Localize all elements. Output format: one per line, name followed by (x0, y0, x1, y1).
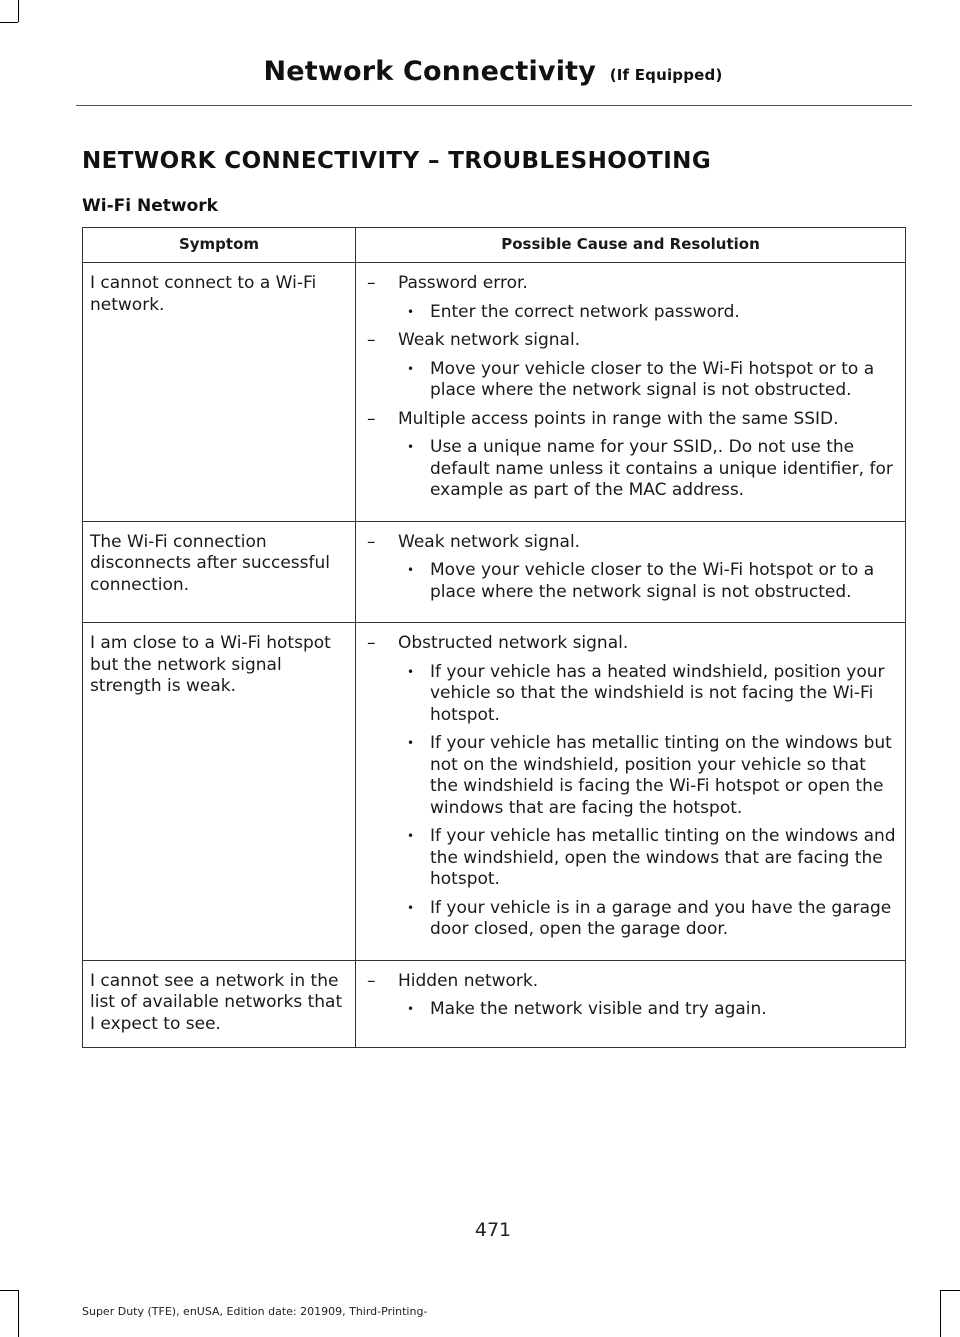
cause-item: – Hidden network. (367, 971, 899, 993)
symptom-cell: I cannot connect to a Wi-Fi network. (83, 263, 356, 522)
header-divider (76, 105, 912, 106)
crop-mark (0, 1290, 18, 1291)
subsection-title: Wi-Fi Network (82, 196, 218, 216)
table-row (83, 263, 906, 522)
resolution-cell (356, 623, 906, 961)
crop-mark (940, 1290, 941, 1337)
crop-mark (941, 1290, 960, 1291)
page-number: 471 (474, 1219, 512, 1241)
fix-item: • Use a unique name for your SSID,. Do not use the default name unless it contains a unique identifier, for example as part of the MAC address. (367, 437, 899, 502)
symptom-cell: The Wi-Fi connection disconnects after successful connection. (83, 521, 356, 623)
fix-item: • If your vehicle has a heated windshield, position your vehicle so that the windshield is not facing the Wi-Fi hotspot. (367, 662, 899, 727)
crop-mark (0, 22, 18, 23)
section-title: NETWORK CONNECTIVITY – TROUBLESHOOTING (82, 148, 712, 174)
crop-mark (18, 1290, 19, 1337)
fix-item: • If your vehicle is in a garage and you have the garage door closed, open the garage door. (367, 898, 899, 941)
resolution-cell (356, 521, 906, 623)
header-title: Network Connectivity (263, 56, 597, 87)
resolution-cell (356, 263, 906, 522)
resolution-cell (356, 960, 906, 1048)
page-header (0, 56, 960, 87)
table-row (83, 623, 906, 961)
fix-item: • Enter the correct network password. (367, 302, 899, 324)
header-qualifier: (If Equipped) (609, 66, 723, 84)
table-row (83, 960, 906, 1048)
table-header-row (83, 228, 906, 263)
cause-item: – Weak network signal. (367, 532, 899, 554)
fix-item: • If your vehicle has metallic tinting on the windows but not on the windshield, position your vehicle so that the windshield is facing the Wi-Fi hotspot or open the windows that are facing the hotspot. (367, 733, 899, 819)
fix-item: • Move your vehicle closer to the Wi-Fi hotspot or to a place where the network signal is not obstructed. (367, 359, 899, 402)
cause-item: – Multiple access points in range with the same SSID. (367, 409, 899, 431)
fix-item: • Make the network visible and try again. (367, 999, 899, 1021)
table-row (83, 521, 906, 623)
fix-item: • If your vehicle has metallic tinting on the windows and the windshield, open the windows that are facing the hotspot. (367, 826, 899, 891)
cause-item: – Weak network signal. (367, 330, 899, 352)
symptom-cell: I cannot see a network in the list of available networks that I expect to see. (83, 960, 356, 1048)
cause-item: – Password error. (367, 273, 899, 295)
symptom-cell: I am close to a Wi-Fi hotspot but the network signal strength is weak. (83, 623, 356, 961)
crop-mark (18, 0, 19, 22)
cause-item: – Obstructed network signal. (367, 633, 899, 655)
column-header-resolution: Possible Cause and Resolution (356, 228, 906, 263)
footer-edition: Super Duty (TFE), enUSA, Edition date: 201909, Third-Printing- (82, 1305, 428, 1318)
column-header-symptom: Symptom (83, 228, 356, 263)
fix-item: • Move your vehicle closer to the Wi-Fi hotspot or to a place where the network signal is not obstructed. (367, 560, 899, 603)
troubleshooting-table (82, 227, 906, 1048)
